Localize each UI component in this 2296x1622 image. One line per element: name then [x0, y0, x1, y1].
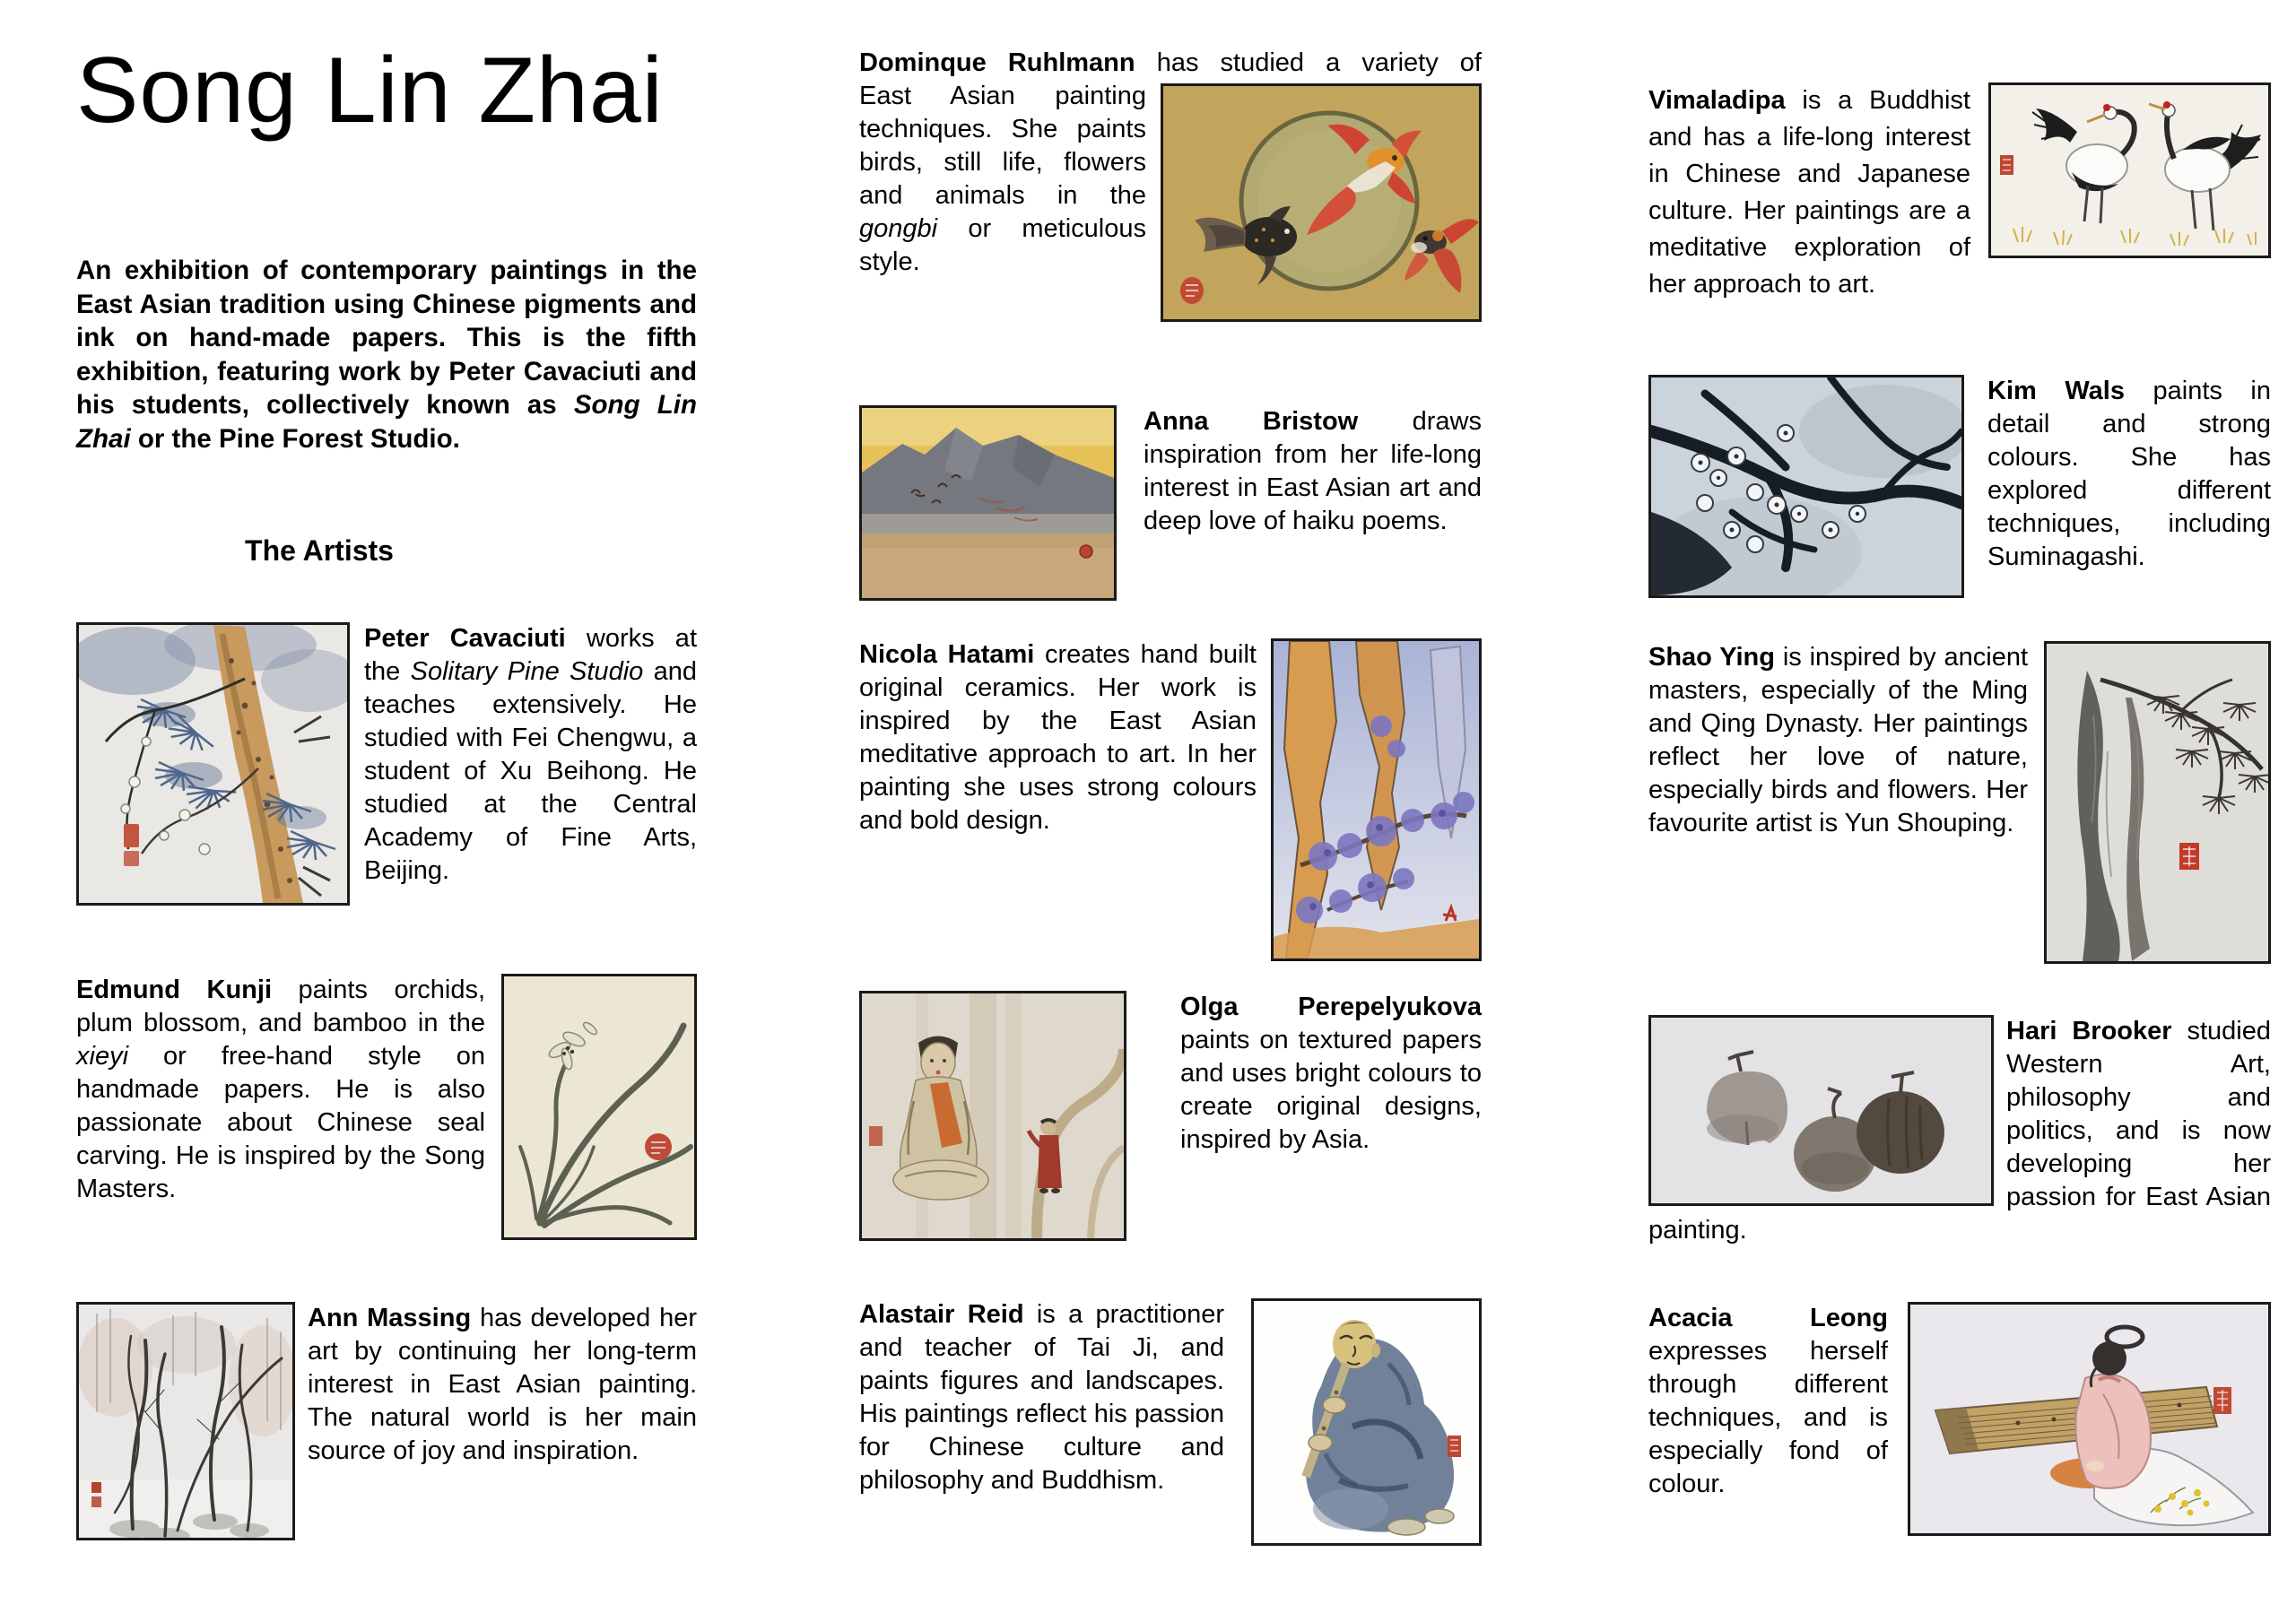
artist-bio-text: expresses herself through different techniques, and is especially fond of colour.	[1648, 1337, 1888, 1498]
artist-section-vimaladipa	[1648, 82, 2271, 303]
artwork-cranes-painting	[1988, 82, 2271, 258]
artist-bio-text: is a practitioner and teacher of Tai Ji, and paints figures and landscapes. His paintings reflect his passion for Chinese culture and philosophy and Buddhism.	[859, 1300, 1224, 1495]
artwork-plum-blossom-ink-painting	[1648, 375, 1964, 598]
artist-section-kim-wals	[1648, 375, 2271, 605]
artists-heading-block	[76, 534, 697, 568]
artist-bio-text: has studied a variety of	[1135, 48, 1482, 77]
artist-name: Vimaladipa	[1648, 86, 1786, 115]
artwork-buddha-and-monk-painting	[859, 991, 1126, 1241]
title-block	[76, 38, 722, 145]
artist-section-peter-cavaciuti	[76, 622, 697, 913]
artist-bio-text: has developed her art by continuing her long-term interest in East Asian painting. The natural world is her main source of joy and inspiration.	[308, 1304, 697, 1465]
artist-bio-text: creates hand built original ceramics. Her work is inspired by the East Asian meditative approach to art. In her painting she uses strong colours and bold design.	[859, 640, 1257, 835]
intro-paragraph: An exhibition of contemporary paintings in the East Asian tradition using Chinese pigments and ink on hand-made papers. This is the fifth exhibition, featuring work by Peter Cavaciuti and his students, collectively known as Song Lin Zhai or the Pine Forest Studio.	[76, 256, 697, 454]
artist-bio-text: paints orchids, plum blossom, and bamboo in the xieyi or free-hand style on handmade papers. He is also passionate about Chinese seal carving. He is inspired by the Song Masters.	[76, 976, 486, 1203]
artist-name: Ann Massing	[308, 1304, 472, 1332]
artist-section-edmund-kunji	[76, 974, 697, 1247]
artist-name: Edmund Kunji	[76, 976, 273, 1004]
artwork-orchid-painting	[501, 974, 697, 1240]
artwork-cliff-and-trees-painting	[1271, 638, 1482, 961]
artist-bio-text: is a Buddhist and has a life-long interest in Chinese and Japanese culture. Her paintings are a meditative exploration of her approach to art.	[1648, 86, 1970, 299]
artwork-koto-player-painting	[1908, 1302, 2271, 1536]
artist-bio-text: paints in detail and strong colours. She has explored different techniques, including Suminagashi.	[1987, 377, 2272, 571]
artwork-goldfish-painting	[1161, 83, 1482, 322]
artist-section-acacia-leong	[1648, 1302, 2271, 1543]
artist-name: Olga Perepelyukova	[1180, 993, 1482, 1021]
artist-section-dominque-ruhlmann	[859, 47, 1482, 329]
artist-name: Acacia Leong	[1648, 1304, 1888, 1332]
artwork-pine-branch-painting	[76, 622, 350, 906]
artist-name: Alastair Reid	[859, 1300, 1024, 1329]
artist-bio-lead	[859, 47, 1482, 80]
artwork-ink-fruit-painting	[1648, 1015, 1994, 1206]
artist-bio-text: studied Western Art, philosophy and politics, and is now developing her passion for East Asian painting.	[1648, 1017, 2271, 1245]
page-title: Song Lin Zhai	[76, 39, 664, 143]
artist-name: Shao Ying	[1648, 643, 1775, 672]
artwork-flute-player-painting	[1251, 1298, 1482, 1546]
artist-section-olga-perepelyukova	[859, 991, 1482, 1248]
artist-bio-text: paints on textured papers and uses bright colours to create original designs, inspired by Asia.	[1180, 1026, 1482, 1154]
artist-name: Kim Wals	[1987, 377, 2125, 405]
artist-section-nicola-hatami	[859, 638, 1482, 968]
intro-block	[76, 254, 697, 455]
artist-section-ann-massing	[76, 1302, 697, 1548]
artist-name: Dominque Ruhlmann	[859, 48, 1135, 77]
artist-name: Anna Bristow	[1144, 407, 1359, 436]
artist-bio-text: works at the Solitary Pine Studio and teaches extensively. He studied with Fei Chengwu, a student of Xu Beihong. He studied at the Central Academy of Fine Arts, Beijing.	[364, 624, 697, 885]
artist-section-alastair-reid	[859, 1298, 1482, 1553]
artist-name: Hari Brooker	[2006, 1017, 2172, 1045]
artwork-mountain-landscape-painting	[859, 405, 1117, 601]
artist-bio-text: draws inspiration from her life-long interest in East Asian art and deep love of haiku poems.	[1144, 407, 1482, 535]
artist-name: Nicola Hatami	[859, 640, 1035, 669]
artists-heading: The Artists	[245, 534, 394, 567]
artist-section-shao-ying	[1648, 641, 2271, 971]
artist-name: Peter Cavaciuti	[364, 624, 566, 653]
artist-bio-text: is inspired by ancient masters, especially of the Ming and Qing Dynasty. Her paintings reflect her love of nature, especially birds and flowers. Her favourite artist is Yun Shouping.	[1648, 643, 2029, 837]
artist-section-anna-bristow	[859, 405, 1482, 608]
artwork-ink-pine-painting	[2044, 641, 2271, 964]
artist-bio: East Asian painting techniques. She paints birds, still life, flowers and animals in the gongbi or meticulous style.	[859, 82, 1146, 276]
artist-section-hari-brooker	[1648, 1015, 2271, 1247]
artwork-winter-trees-painting	[76, 1302, 295, 1540]
